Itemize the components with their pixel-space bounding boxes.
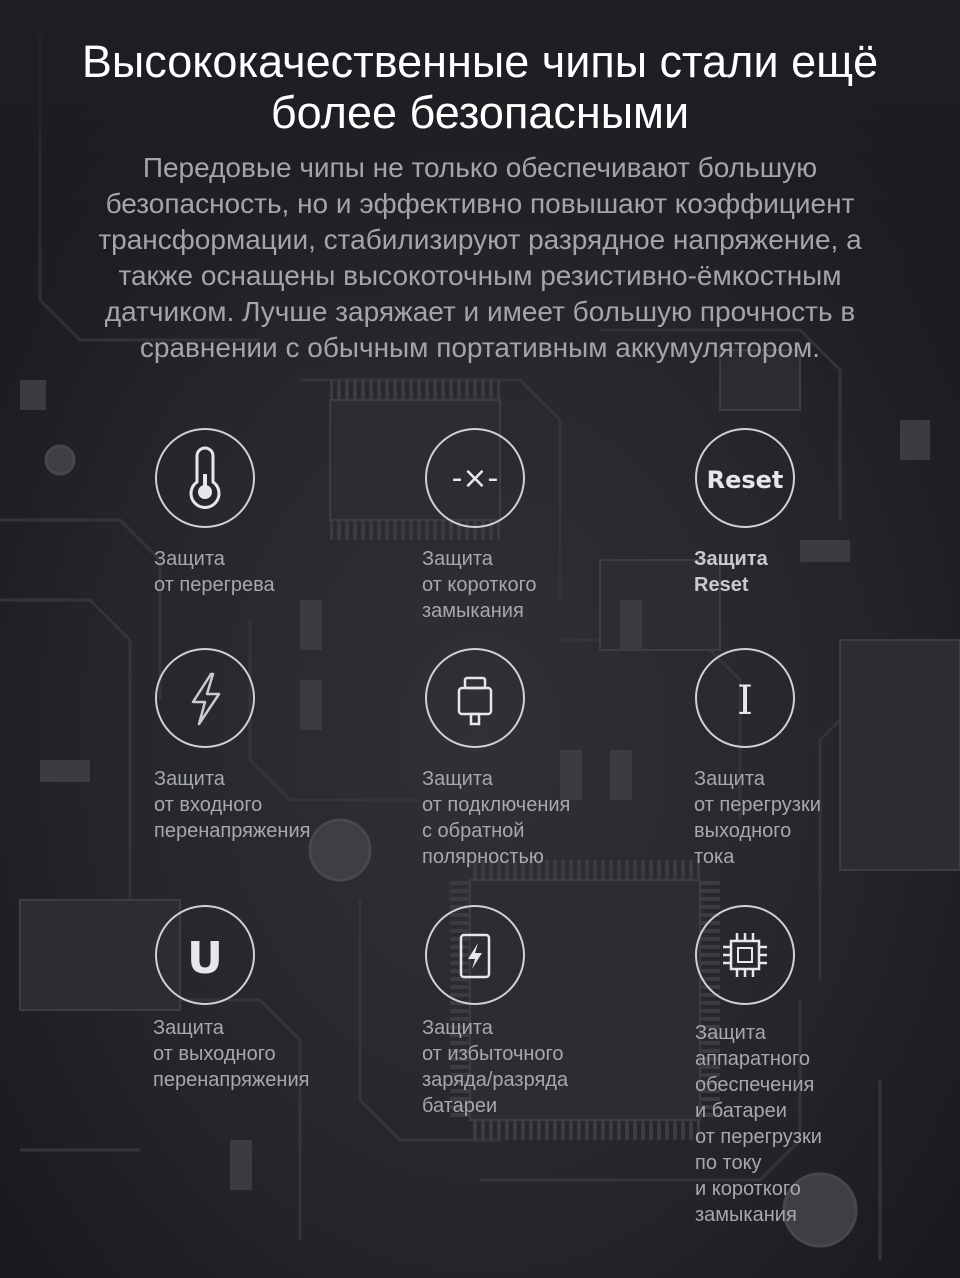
feature-label: Защита Reset xyxy=(694,548,768,596)
description-line: также оснащены высокоточным резистивно-ёмкостным xyxy=(118,260,842,291)
description-line: безопасность, но и эффективно повышают коэффициент xyxy=(105,188,855,219)
reset-icon xyxy=(695,428,795,528)
page-title xyxy=(0,36,960,138)
thermometer-icon xyxy=(155,428,255,528)
description-paragraph xyxy=(40,150,920,366)
feature-label: Защита от избыточного заряда/разряда батареи xyxy=(422,1017,569,1117)
magnet-icon xyxy=(155,905,255,1005)
reset-glyph: Reset xyxy=(706,466,784,494)
battery-charge-icon xyxy=(425,905,525,1005)
feature-label: Защита от входного перенапряжения xyxy=(154,768,311,842)
short-circuit-icon xyxy=(425,428,525,528)
title-line: более безопасными xyxy=(270,87,690,138)
lightning-icon xyxy=(155,648,255,748)
short-circuit-glyph: -×- xyxy=(451,461,499,496)
feature-label: Защита от выходного перенапряжения xyxy=(153,1017,310,1091)
feature-label: Защита от подключения с обратной полярностью xyxy=(422,768,571,868)
plug-icon xyxy=(425,648,525,748)
chip-icon xyxy=(695,905,795,1005)
feature-label: Защита от перегрузки выходного тока xyxy=(694,768,821,868)
feature-label: Защита аппаратного обеспечения и батареи от перегрузки по току и короткого замыкания xyxy=(695,1022,822,1226)
title-line: Высококачественные чипы стали ещё xyxy=(81,36,879,87)
magnet-glyph: U xyxy=(187,933,223,984)
current-glyph: I xyxy=(737,678,753,724)
description-line: трансформации, стабилизируют разрядное напряжение, а xyxy=(98,224,862,255)
description-line: сравнении с обычным портативным аккумулятором. xyxy=(139,332,821,363)
feature-label: Защита от перегрева xyxy=(154,548,275,596)
description-line: Передовые чипы не только обеспечивают большую xyxy=(142,152,818,183)
current-icon xyxy=(695,648,795,748)
description-line: датчиком. Лучше заряжает и имеет большую прочность в xyxy=(104,296,856,327)
feature-label: Защита от короткого замыкания xyxy=(422,548,537,622)
